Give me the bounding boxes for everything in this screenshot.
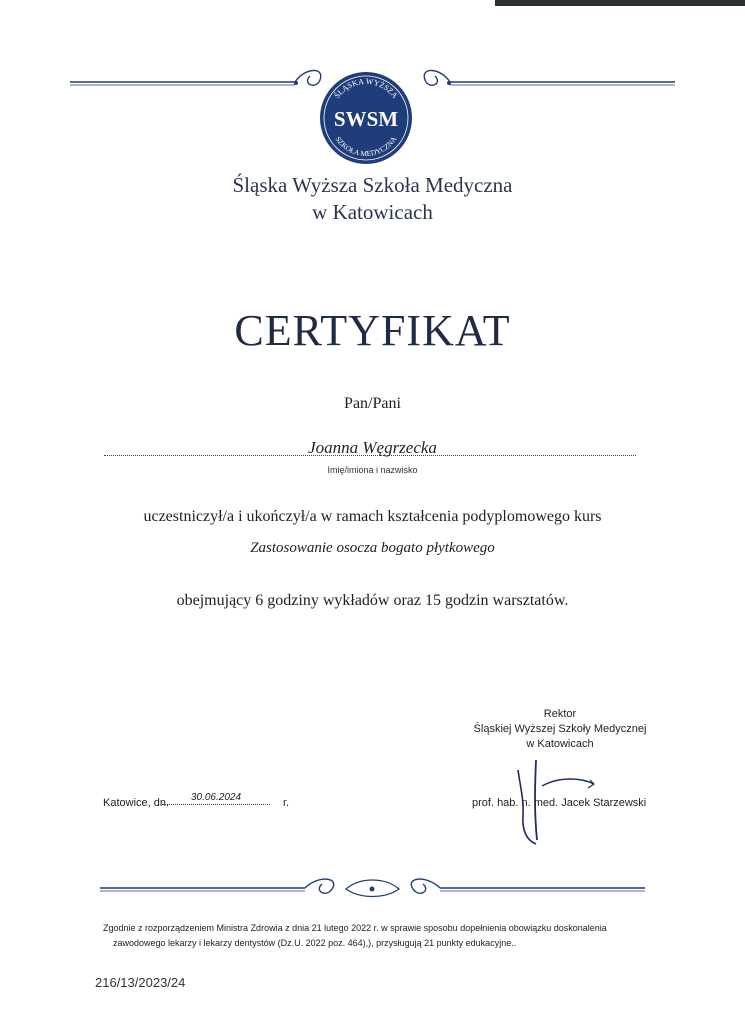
scan-edge-mark	[495, 0, 745, 6]
university-name	[0, 172, 745, 226]
crest-abbrev: SWSM	[333, 107, 399, 131]
recipient-name: Joanna Węgrzecka	[308, 438, 437, 457]
issue-date-suffix: r.	[283, 797, 290, 809]
university-crest-logo	[318, 70, 414, 166]
name-caption: Imię/imiona i nazwisko	[327, 465, 418, 475]
legal-note-line1: Zgodnie z rozporządzeniem Ministra Zdrowia z dnia 21 lutego 2022 r. w sprawie sposobu dopełnienia obowiązku doskonalenia	[103, 923, 607, 933]
issue-date: 30.06.2024	[162, 792, 270, 805]
bottom-ornamental-rule	[70, 873, 675, 903]
name-dotted-line	[104, 455, 636, 456]
certificate-title: CERTYFIKAT	[234, 306, 511, 355]
rector-signature	[490, 740, 630, 850]
university-name-line1: Śląska Wyższa Szkoła Medyczna	[232, 173, 513, 197]
document-number: 216/13/2023/24	[95, 975, 186, 990]
scope-text: obejmujący 6 godziny wykładów oraz 15 godzin warsztatów.	[176, 592, 569, 609]
crest-arc-bottom: SZKOŁA MEDYCZNA	[333, 134, 399, 159]
rector-signer-name: prof. hab. n. med. Jacek Starzewski	[472, 797, 647, 809]
crest-arc-top: ŚLĄSKA WYŻSZA	[332, 76, 400, 101]
university-name-line2: w Katowicach	[312, 200, 433, 224]
course-name: Zastosowanie osocza bogato płytkowego	[250, 540, 495, 556]
rector-line3: w Katowicach	[526, 738, 594, 750]
issue-place-label: Katowice, dn.	[103, 797, 170, 809]
salutation: Pan/Pani	[344, 395, 401, 412]
legal-note-line2: zawodowego lekarzy i lekarzy dentystów (Dz.U. 2022 poz. 464),), przysługują 21 punkty edukacyjne..	[113, 938, 517, 948]
legal-note	[103, 921, 663, 951]
rector-title: Rektor	[543, 708, 577, 720]
completion-text: uczestniczył/a i ukończył/a w ramach kształcenia podyplomowego kurs	[143, 508, 602, 525]
rector-line2: Śląskiej Wyższej Szkoły Medycznej	[473, 723, 647, 735]
